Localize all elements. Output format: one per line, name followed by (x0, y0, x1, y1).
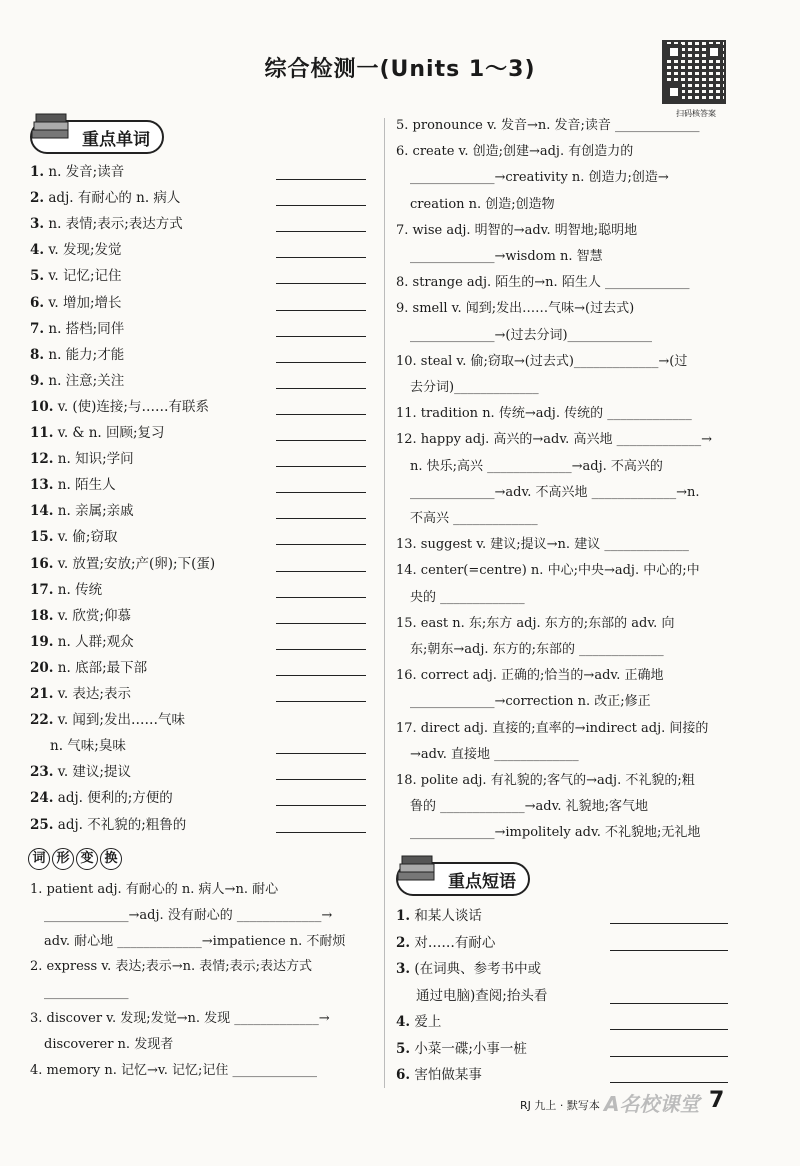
answer-blank[interactable] (276, 244, 366, 258)
item-text: 小菜一碟;小事一桩 (410, 1040, 527, 1057)
form-line: 18. polite adj. 有礼貌的;客气的→adj. 不礼貌的;粗 (396, 773, 695, 788)
form-line: _____________ (44, 985, 129, 1001)
form-line: _____________→impolitely adv. 不礼貌地;无礼地 (410, 825, 701, 841)
answer-blank[interactable] (276, 218, 366, 232)
item-text: v. 表达;表示 (53, 686, 131, 702)
list-item (30, 606, 131, 626)
item-text: 通过电脑)查阅;抬头看 (416, 987, 548, 1004)
item-number: 23. (30, 764, 54, 781)
item-text: adj. 不礼貌的;粗鲁的 (53, 816, 187, 833)
item-number: 12. (30, 451, 54, 468)
answer-blank[interactable] (610, 937, 728, 951)
form-line: 17. direct adj. 直接的;直率的→indirect adj. 间接的 (396, 720, 709, 736)
section-banner-words (30, 120, 164, 154)
form-line: 2. express v. 表达;表示→n. 表情;表示;表达方式 (30, 959, 313, 975)
form-line: n. 快乐;高兴 _____________→adj. 不高兴的 (410, 458, 663, 474)
item-text: n. 注意;关注 (44, 372, 125, 389)
section-title-phrases: 重点短语 (448, 871, 516, 892)
item-number: 25. (30, 816, 54, 833)
item-text: 爱上 (410, 1014, 442, 1030)
answer-blank[interactable] (610, 910, 728, 924)
list-item (30, 214, 183, 234)
item-text: n. 传统 (53, 581, 103, 598)
list-item (396, 906, 482, 926)
item-number: 21. (30, 686, 54, 702)
item-text: n. 气味;臭味 (50, 738, 126, 755)
answer-blank[interactable] (276, 531, 366, 545)
form-line: 14. center(=centre) n. 中心;中央→adj. 中心的;中 (396, 563, 700, 579)
item-number: 24. (30, 790, 54, 807)
list-item (30, 632, 134, 652)
item-number: 17. (30, 581, 54, 598)
item-number: 8. (30, 346, 45, 363)
list-item (30, 736, 126, 756)
item-number: 13. (30, 477, 54, 494)
item-text: v. 增加;增长 (44, 294, 122, 311)
item-number: 3. (396, 961, 411, 977)
form-line: 东;朝东→adj. 东方的;东部的 _____________ (410, 642, 664, 657)
list-item (30, 788, 173, 808)
answer-blank[interactable] (276, 792, 366, 806)
list-item (30, 658, 147, 678)
answer-blank[interactable] (276, 766, 366, 780)
item-number: 1. (30, 164, 45, 180)
list-item (30, 684, 131, 704)
answer-blank[interactable] (276, 505, 366, 519)
item-number: 3. (30, 216, 45, 233)
list-item (30, 710, 185, 730)
answer-blank[interactable] (276, 584, 366, 598)
answer-blank[interactable] (276, 375, 366, 389)
answer-blank[interactable] (276, 662, 366, 676)
item-number: 6. (396, 1067, 411, 1083)
form-line: 7. wise adj. 明智的→adv. 明智地;聪明地 (396, 222, 638, 238)
item-number: 6. (30, 294, 45, 311)
answer-blank[interactable] (276, 558, 366, 572)
item-text: adj. 有耐心的 n. 病人 (44, 190, 181, 207)
item-text: v. 发现;发觉 (44, 242, 122, 259)
form-line: 3. discover v. 发现;发觉→n. 发现 _____________→ (30, 1011, 330, 1026)
list-item (30, 762, 131, 782)
form-line: discoverer n. 发现者 (44, 1036, 174, 1052)
item-text: (在词典、参考书中或 (410, 961, 542, 977)
list-item (30, 501, 134, 521)
item-text: v. 放置;安放;产(卵);下(蛋) (53, 555, 216, 572)
section-title-words: 重点单词 (82, 129, 150, 150)
footer-text: RJ 九上 · 默写本 (520, 1099, 600, 1112)
list-item (30, 580, 102, 600)
answer-blank[interactable] (276, 453, 366, 467)
item-number: 15. (30, 529, 54, 546)
forms-char: 形 (52, 848, 74, 870)
form-line: 12. happy adj. 高兴的→adv. 高兴地 _____________→ (396, 432, 712, 448)
form-line: 15. east n. 东;东方 adj. 东方的;东部的 adv. 向 (396, 615, 675, 631)
item-text: n. 知识;学问 (53, 451, 134, 468)
form-line: 5. pronounce v. 发音→n. 发音;读音 _____________ (396, 118, 700, 133)
list-item (30, 449, 134, 469)
item-number: 7. (30, 320, 45, 337)
item-number: 1. (396, 908, 411, 924)
item-number: 16. (30, 555, 54, 572)
form-line: 去分词)_____________ (410, 380, 539, 395)
item-text: adj. 便利的;方便的 (53, 790, 173, 807)
form-line: 不高兴 _____________ (410, 511, 538, 526)
item-text: v. 记忆;记住 (44, 268, 122, 285)
forms-char: 变 (76, 848, 98, 870)
item-text: 和某人谈话 (410, 908, 482, 924)
item-number: 5. (30, 268, 45, 285)
item-text: n. 搭档;同伴 (44, 320, 125, 337)
item-text: n. 陌生人 (53, 477, 116, 494)
form-line: 鲁的 _____________→adv. 礼貌地;客气地 (410, 799, 649, 815)
answer-blank[interactable] (610, 990, 728, 1004)
item-number: 19. (30, 633, 54, 650)
form-line: adv. 耐心地 _____________→impatience n. 不耐烦 (44, 933, 346, 949)
answer-blank[interactable] (276, 323, 366, 337)
answer-blank[interactable] (276, 610, 366, 624)
list-item (30, 345, 124, 365)
form-line: 6. create v. 创造;创建→adj. 有创造力的 (396, 144, 634, 160)
item-number: 22. (30, 712, 54, 729)
form-line: _____________→adv. 不高兴地 _____________→n. (410, 484, 700, 500)
form-line: _____________→adj. 没有耐心的 _____________→ (44, 907, 333, 923)
form-line: 9. smell v. 闻到;发出……气味→(过去式) (396, 301, 635, 317)
answer-blank[interactable] (276, 349, 366, 363)
item-text: n. 底部;最下部 (53, 659, 148, 676)
item-number: 14. (30, 503, 54, 520)
form-line: 8. strange adj. 陌生的→n. 陌生人 _____________ (396, 275, 690, 291)
item-number: 4. (30, 242, 45, 259)
list-item (30, 266, 122, 286)
item-text: v. 建议;提议 (53, 764, 131, 781)
answer-blank[interactable] (276, 688, 366, 702)
form-line: 11. tradition n. 传统→adj. 传统的 _____________ (396, 406, 692, 422)
item-text: v. 欣赏;仰慕 (53, 607, 131, 624)
form-line: _____________→correction n. 改正;修正 (410, 694, 651, 710)
list-item (30, 815, 186, 835)
answer-blank[interactable] (276, 166, 366, 180)
item-text: v. 闻到;发出……气味 (53, 712, 185, 729)
form-line: 央的 _____________ (410, 589, 525, 605)
forms-char: 词 (28, 848, 50, 870)
list-item (30, 554, 215, 574)
page-title: 综合检测一(Units 1～3) (264, 57, 536, 82)
answer-blank[interactable] (610, 1069, 728, 1083)
list-item (396, 959, 541, 979)
item-text: n. 表情;表示;表达方式 (44, 216, 183, 233)
form-line: creation n. 创造;创造物 (410, 196, 555, 212)
form-line: _____________→creativity n. 创造力;创造→ (410, 170, 669, 186)
item-number: 10. (30, 398, 54, 415)
page-number: 7 (709, 1088, 725, 1113)
list-item (396, 986, 547, 1006)
section-banner-forms (28, 848, 122, 870)
form-line: 13. suggest v. 建议;提议→n. 建议 _____________ (396, 537, 689, 553)
item-text: v. & n. 回顾;复习 (53, 425, 165, 441)
list-item (30, 397, 209, 417)
form-line: _____________→wisdom n. 智慧 (410, 249, 603, 264)
form-line: 4. memory n. 记忆→v. 记忆;记住 _____________ (30, 1062, 318, 1078)
answer-blank[interactable] (276, 479, 366, 493)
item-text: v. 偷;窃取 (53, 529, 118, 546)
section-banner-phrases (396, 862, 530, 896)
word-forms-left (30, 880, 370, 1090)
qr-caption: 扫码核答案 (676, 109, 716, 118)
phrases-list (396, 906, 736, 1086)
books-icon (394, 854, 440, 890)
answer-blank[interactable] (276, 192, 366, 206)
item-number: 4. (396, 1014, 411, 1030)
qr-code-icon (662, 40, 726, 104)
item-number: 9. (30, 372, 45, 389)
answer-blank[interactable] (276, 819, 366, 833)
word-forms-right (396, 116, 736, 856)
key-words-list (30, 162, 370, 842)
item-number: 2. (396, 934, 411, 951)
form-line: _____________→(过去分词)_____________ (410, 327, 653, 343)
answer-blank[interactable] (276, 427, 366, 441)
list-item (396, 933, 495, 953)
brand-logo: A名校课堂 (604, 1092, 700, 1116)
list-item (396, 1065, 482, 1085)
list-item (30, 527, 117, 547)
item-text: v. (使)连接;与……有联系 (53, 398, 209, 415)
form-line: 16. correct adj. 正确的;恰当的→adv. 正确地 (396, 668, 664, 684)
answer-blank[interactable] (276, 270, 366, 284)
list-item (30, 293, 122, 313)
list-item (30, 188, 180, 208)
item-text: 对……有耐心 (410, 934, 496, 951)
answer-blank[interactable] (276, 636, 366, 650)
item-text: 害怕做某事 (410, 1067, 482, 1083)
books-icon (28, 112, 74, 148)
item-number: 5. (396, 1040, 411, 1057)
list-item (396, 1039, 527, 1059)
item-text: n. 人群;观众 (53, 633, 134, 650)
item-number: 20. (30, 659, 54, 676)
item-text: n. 亲属;亲戚 (53, 503, 134, 520)
answer-blank[interactable] (610, 1043, 728, 1057)
form-line: 1. patient adj. 有耐心的 n. 病人→n. 耐心 (30, 882, 279, 897)
list-item (30, 162, 124, 182)
item-text: n. 发音;读音 (44, 164, 125, 180)
answer-blank[interactable] (276, 297, 366, 311)
forms-char: 换 (100, 848, 122, 870)
answer-blank[interactable] (276, 401, 366, 415)
column-divider (384, 118, 385, 1088)
list-item (396, 1012, 441, 1032)
list-item (30, 240, 122, 260)
item-number: 11. (30, 425, 54, 441)
item-text: n. 能力;才能 (44, 346, 125, 363)
list-item (30, 475, 116, 495)
answer-blank[interactable] (610, 1016, 728, 1030)
form-line: 10. steal v. 偷;窃取→(过去式)_____________→(过 (396, 353, 688, 369)
item-number: 18. (30, 607, 54, 624)
item-number: 2. (30, 190, 45, 207)
list-item (30, 423, 165, 443)
form-line: →adv. 直接地 _____________ (410, 746, 579, 762)
list-item (30, 371, 124, 391)
list-item (30, 319, 124, 339)
answer-blank[interactable] (276, 740, 366, 754)
